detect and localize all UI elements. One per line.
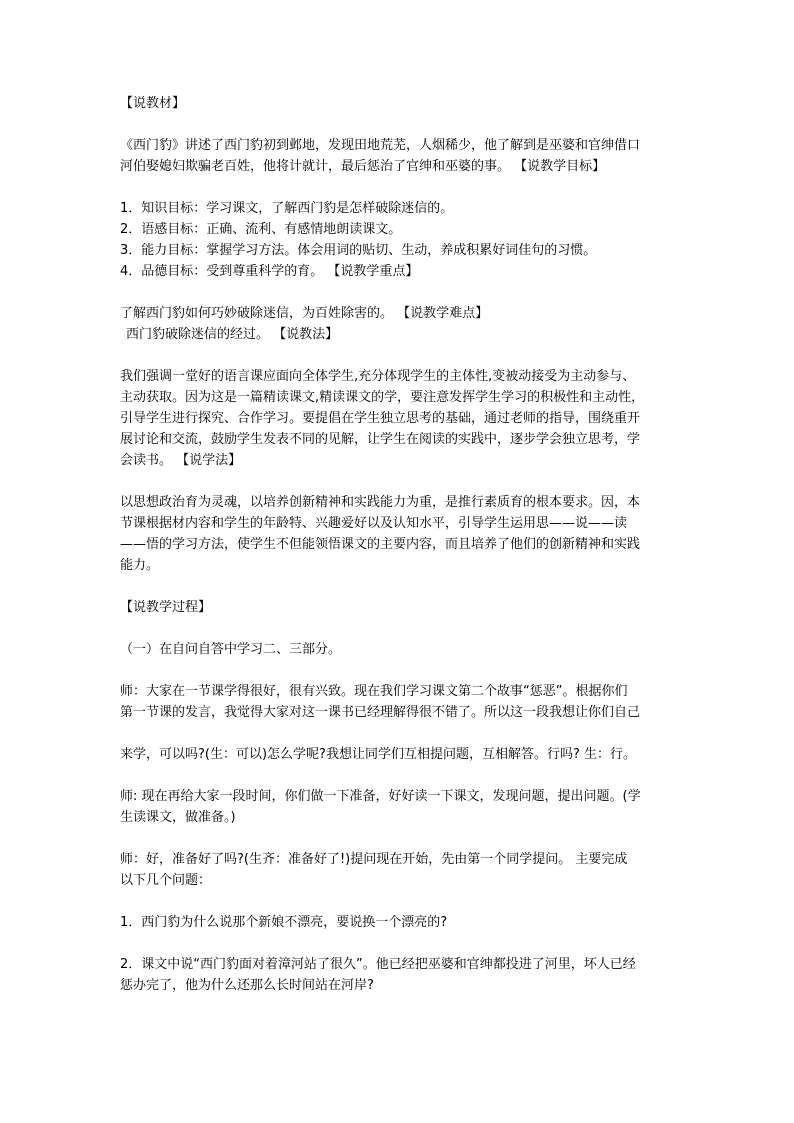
paragraph-line: 节课根据材内容和学生的年龄特、兴趣爱好以及认知水平，引导学生运用思——说——读: [120, 516, 628, 531]
paragraph-line: ——悟的学习方法，使学生不但能领悟课文的主要内容，而且培养了他们的创新精神和实践: [120, 537, 641, 552]
paragraph-line: 以思想政治育为灵魂，以培养创新精神和实践能力为重，是推行素质育的根本要求。因，本: [120, 495, 641, 510]
list-item-goal-3: 3．能力目标：掌握学习方法。体会用词的贴切、生动，养成积累好词佳句的习惯。: [120, 243, 597, 258]
section-heading-teaching-material: 【说教材】: [120, 96, 186, 111]
list-item-goal-1: 1．知识目标：学习课文，了解西门豹是怎样破除迷信的。: [120, 201, 454, 216]
paragraph-line: 师：大家在一节课学得很好，很有兴致。现在我们学习课文第二个故事“惩恶”。根据你们: [120, 684, 628, 699]
question-item-2: 2．课文中说“西门豹面对着漳河站了很久”。他已经把巫婆和官绅都投进了河里，坏人已经: [120, 957, 636, 972]
paragraph-line: 会读书。 【说学法】: [120, 453, 242, 468]
question-item-1: 1．西门豹为什么说那个新娘不漂亮，要说换一个漂亮的?: [120, 915, 448, 930]
paragraph-line: 河伯娶媳妇欺骗老百姓，他将计就计，最后惩治了官绅和巫婆的事。 【说教学目标】: [120, 159, 606, 174]
paragraph-line: 我们强调一堂好的语言课应面向全体学生,充分体现学生的主体性,变被动接受为主动参与、: [120, 369, 636, 384]
list-item-goal-4: 4．品德目标：受到尊重科学的育。 【说教学重点】: [120, 264, 419, 279]
paragraph-line: 能力。: [120, 558, 160, 573]
paragraph-line: 惩办完了，他为什么还那么长时间站在河岸?: [120, 978, 374, 993]
paragraph-line: 师: 现在再给大家一段时间，你们做一下准备，好好读一下课文，发现问题，提出问题。(学: [120, 789, 641, 804]
paragraph-line: 师：好，准备好了吗?(生齐：准备好了!)提问现在开始，先由第一个同学提问。 主要完成: [120, 852, 628, 867]
paragraph-line: 生读课文，做准备。): [120, 810, 236, 825]
paragraph-line: 西门豹破除迷信的经过。 【说教法】: [126, 327, 339, 342]
paragraph-line: 展讨论和交流，鼓励学生发表不同的见解，让学生在阅读的实践中，逐步学会独立思考，学: [120, 432, 641, 447]
paragraph-line: 第一节课的发言，我觉得大家对这一课书已经理解得很不错了。所以这一段我想让你们自己: [120, 705, 641, 720]
paragraph-line: 引导学生进行探究、合作学习。要提倡在学生独立思考的基础，通过老师的指导，围绕重开: [120, 411, 641, 426]
paragraph-line: 来学，可以吗?(生：可以)怎么学呢?我想让同学们互相提问题，互相解答。行吗? 生：行。: [120, 747, 636, 762]
subsection-heading: （一）在自问自答中学习二、三部分。: [120, 642, 342, 657]
paragraph-line: 《西门豹》讲述了西门豹初到邺地，发现田地荒芜，人烟稀少，他了解到是巫婆和官绅借口: [120, 138, 641, 153]
section-heading-teaching-process: 【说教学过程】: [120, 600, 212, 615]
paragraph-line: 以下几个问题：: [120, 873, 212, 888]
list-item-goal-2: 2．语感目标：正确、流利、有感情地朗读课文。: [120, 222, 402, 237]
paragraph-line: 了解西门豹如何巧妙破除迷信，为百姓除害的。 【说教学难点】: [120, 306, 489, 321]
document-page: [120, 93, 680, 996]
paragraph-line: 主动获取。因为这是一篇精读课文,精读课文的学，要注意发挥学生学习的积极性和主动性，: [120, 390, 645, 405]
